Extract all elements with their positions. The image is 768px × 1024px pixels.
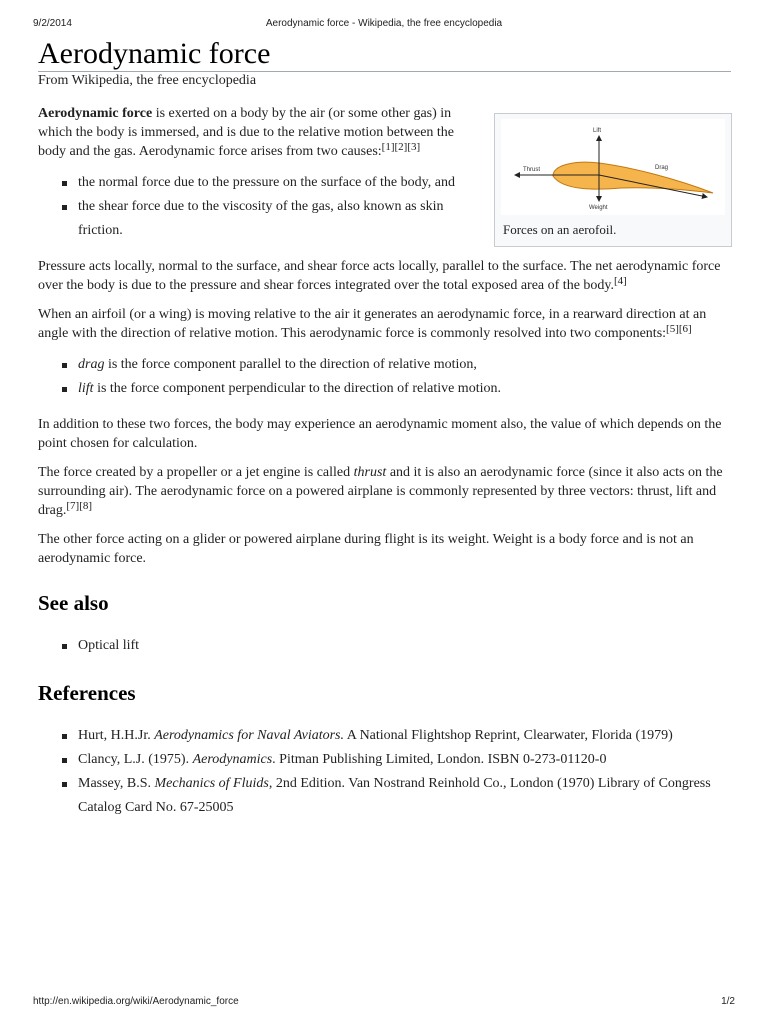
- see-also-list: [38, 634, 731, 658]
- article-body: [38, 104, 731, 834]
- page-title: Aerodynamic force: [38, 37, 271, 70]
- intro-text: is exerted on a body by the air (or some other gas) in which the body is immersed, and is due to the relative motion between the body and the gas. Aerodynamic force arises from two causes:: [38, 106, 455, 159]
- drag-label: Drag: [655, 165, 669, 171]
- ref-link-1[interactable]: [1]: [381, 141, 395, 153]
- see-also-heading: See also: [38, 591, 109, 615]
- list-item: [78, 634, 731, 658]
- ref-link-5[interactable]: [5]: [666, 323, 679, 335]
- references-list: [38, 724, 731, 820]
- reference-item: Massey, B.S. Mechanics of Fluids, 2nd Edition. Van Nostrand Reinhold Co., London (1970) Library of Congress Catalog Card No. 67-25005: [78, 772, 731, 820]
- causes-list: [38, 171, 478, 243]
- reference-item: Clancy, L.J. (1975). Aerodynamics. Pitman Publishing Limited, London. ISBN 0-273-01120-0: [78, 748, 731, 772]
- reference-item: Hurt, H.H.Jr. Aerodynamics for Naval Aviators. A National Flightshop Reprint, Clearwater, Florida (1979): [78, 724, 731, 748]
- references-heading: References: [38, 681, 136, 705]
- print-title: Aerodynamic force - Wikipedia, the free encyclopedia: [265, 18, 503, 29]
- ref-link-3[interactable]: [3]: [407, 141, 421, 153]
- lift-term: lift: [78, 381, 94, 396]
- ref-link-7[interactable]: [7]: [66, 500, 80, 512]
- components-list: [38, 353, 731, 401]
- ref-link-8[interactable]: [8]: [79, 500, 93, 512]
- list-item: the shear force due to the viscosity of the gas, also known as skin friction.: [78, 195, 478, 243]
- intro-bold-term: Aerodynamic force: [38, 106, 153, 121]
- ref-link-6[interactable]: [6]: [678, 323, 692, 335]
- thrust-paragraph: The force created by a propeller or a jet engine is called thrust and it is also an aerodynamic force (since it also acts on the surrounding air). The aerodynamic force on a powered airplane is commonly represented by three vectors: thrust, lift and drag.[7][8]: [38, 465, 723, 518]
- list-item: drag is the force component parallel to the direction of relative motion,: [78, 353, 731, 377]
- drag-term: drag: [78, 357, 105, 372]
- intro-paragraph: [38, 104, 478, 161]
- ref-link-2[interactable]: [2]: [394, 141, 408, 153]
- weight-paragraph: The other force acting on a glider or powered airplane during flight is its weight. Weight is a body force and is not an aerodynamic force.: [38, 532, 694, 566]
- thrust-label: Thrust: [523, 167, 541, 173]
- pressure-paragraph: Pressure acts locally, normal to the surface, and shear force acts locally, parallel to the surface. The net aerodynamic force over the body is due to the pressure and shear forces integrated over the total exposed area of the body.[4]: [38, 259, 721, 293]
- print-header: [0, 18, 768, 32]
- weight-label: Weight: [589, 205, 608, 211]
- moment-paragraph: In addition to these two forces, the body may experience an aerodynamic moment also, the value of which depends on the point chosen for calculation.: [38, 417, 722, 451]
- airfoil-paragraph: When an airfoil (or a wing) is moving relative to the air it generates an aerodynamic force, in a rearward direction at an angle with the direction of relative motion. This aerodynamic force is commonly resolved into two components:[5][6]: [38, 307, 707, 341]
- thrust-term: thrust: [353, 465, 387, 480]
- print-date: 9/2/2014: [33, 18, 72, 29]
- print-footer: [0, 996, 768, 1010]
- list-item: the normal force due to the pressure on the surface of the body, and: [78, 171, 478, 195]
- site-tagline: From Wikipedia, the free encyclopedia: [38, 73, 257, 88]
- list-item: lift is the force component perpendicular to the direction of relative motion.: [78, 377, 731, 401]
- ref-link-4[interactable]: [4]: [614, 275, 627, 287]
- print-url: http://en.wikipedia.org/wiki/Aerodynamic_force: [33, 996, 239, 1007]
- figure-caption: Forces on an aerofoil.: [503, 222, 617, 237]
- lift-label: Lift: [593, 128, 602, 134]
- optical-lift-link[interactable]: Optical lift: [78, 638, 140, 653]
- print-page-number: 1/2: [721, 996, 735, 1007]
